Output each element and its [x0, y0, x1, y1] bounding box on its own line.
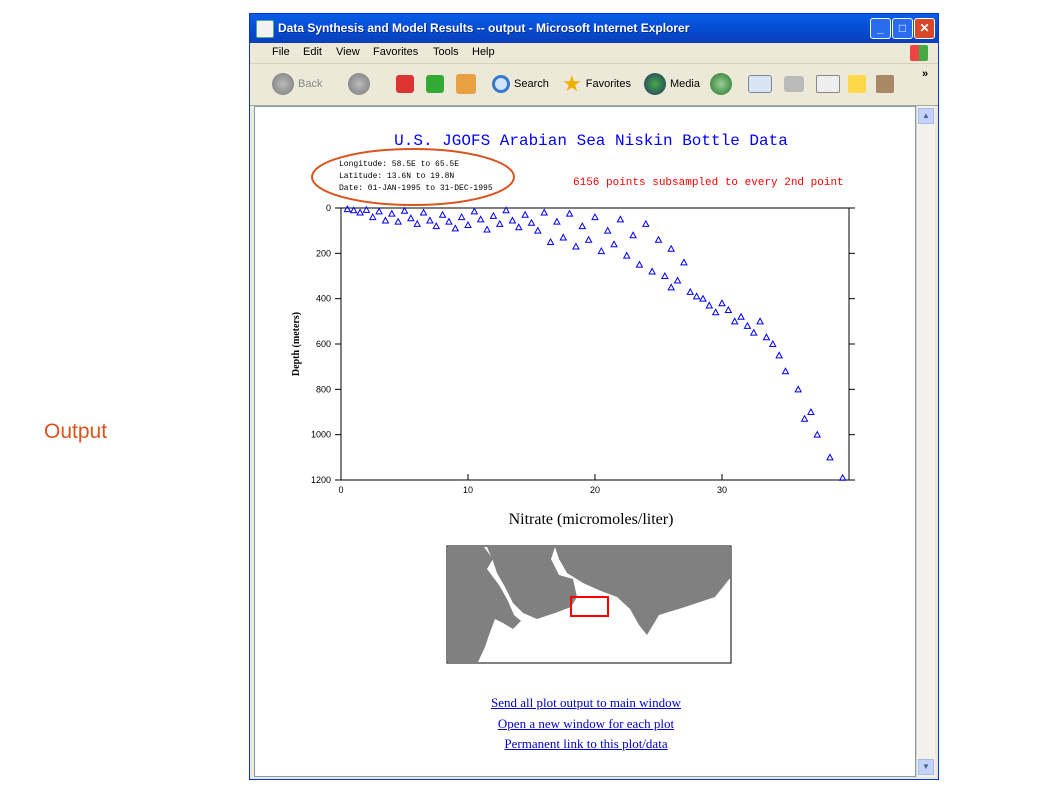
data-point	[402, 208, 408, 214]
permanent-link[interactable]: Permanent link to this plot/data	[504, 736, 668, 751]
search-button[interactable]	[492, 72, 549, 96]
x-tick-label: 0	[338, 485, 344, 495]
back-label: Back	[298, 78, 323, 90]
menu-edit[interactable]: Edit	[303, 46, 322, 58]
close-button[interactable]: ✕	[914, 18, 935, 39]
data-point	[395, 219, 401, 225]
x-axis-label: Nitrate (micromoles/liter)	[508, 511, 674, 528]
data-points	[344, 206, 845, 480]
y-axis-label: Depth (meters)	[291, 311, 302, 377]
data-point	[433, 223, 439, 229]
data-point	[656, 237, 662, 243]
scroll-down-arrow-icon[interactable]: ▼	[918, 759, 934, 775]
y-tick-label: 1000	[310, 429, 331, 440]
forward-button[interactable]	[348, 72, 374, 96]
menu-file[interactable]: File	[272, 46, 290, 58]
data-point	[713, 309, 719, 315]
menu-help[interactable]: Help	[472, 46, 495, 58]
star-icon: ★	[562, 71, 582, 96]
menu-view[interactable]: View	[336, 46, 360, 58]
stop-icon	[396, 75, 414, 93]
axes	[311, 203, 855, 495]
search-icon	[492, 75, 510, 93]
data-point	[802, 416, 808, 422]
data-point	[554, 219, 560, 225]
data-point	[725, 307, 731, 313]
data-point	[700, 296, 706, 302]
data-point	[427, 217, 433, 223]
mail-icon	[748, 75, 772, 93]
data-point	[840, 475, 846, 481]
data-point	[586, 237, 592, 243]
favorites-label: Favorites	[585, 78, 631, 90]
print-button[interactable]	[784, 72, 808, 96]
data-point	[357, 210, 363, 216]
data-point	[757, 318, 763, 324]
data-point	[605, 228, 611, 234]
plot-title: U.S. JGOFS Arabian Sea Niskin Bottle Data	[394, 132, 788, 150]
data-point	[649, 268, 655, 274]
x-tick-label: 10	[462, 485, 474, 495]
mail-button[interactable]	[748, 72, 776, 96]
data-point	[662, 273, 668, 279]
stop-button[interactable]	[396, 72, 418, 96]
data-point	[522, 212, 528, 218]
data-point	[643, 221, 649, 227]
browser-window	[249, 13, 939, 780]
data-point	[490, 213, 496, 219]
data-point	[579, 223, 585, 229]
info-date: Date: 01-JAN-1995 to 31-DEC-1995	[339, 184, 493, 193]
history-button[interactable]	[710, 72, 736, 96]
data-point	[630, 232, 636, 238]
data-point	[516, 224, 522, 230]
data-point	[408, 215, 414, 221]
data-point	[763, 334, 769, 340]
media-icon	[644, 73, 666, 95]
data-point	[770, 341, 776, 347]
y-tick-label: 200	[315, 248, 331, 259]
refresh-button[interactable]	[426, 72, 448, 96]
data-point	[414, 221, 420, 227]
plot-image	[255, 107, 917, 778]
y-tick-label: 400	[315, 293, 331, 304]
data-point	[636, 262, 642, 268]
window-title: Data Synthesis and Model Results -- output - Microsoft Internet Explorer	[278, 21, 690, 35]
data-point	[573, 244, 579, 250]
media-button[interactable]	[644, 72, 700, 96]
data-point	[808, 409, 814, 415]
forward-arrow-icon	[348, 73, 370, 95]
home-icon	[456, 74, 476, 94]
data-point	[694, 293, 700, 299]
data-point	[814, 432, 820, 438]
favorites-button[interactable]	[562, 72, 631, 96]
data-point	[592, 214, 598, 220]
data-point	[617, 216, 623, 222]
maximize-button[interactable]: □	[892, 18, 913, 39]
y-tick-label: 800	[315, 384, 331, 395]
data-point	[370, 214, 376, 220]
back-arrow-icon	[272, 73, 294, 95]
data-point	[478, 216, 484, 222]
data-point	[706, 302, 712, 308]
toolbar-overflow-chevron[interactable]: »	[922, 68, 929, 80]
data-point	[675, 278, 681, 284]
data-point	[776, 352, 782, 358]
send-output-main-window-link[interactable]: Send all plot output to main window	[491, 695, 681, 710]
data-point	[751, 330, 757, 336]
data-point	[668, 284, 674, 290]
data-point	[738, 314, 744, 320]
data-point	[560, 234, 566, 239]
plot-frame	[341, 208, 849, 480]
data-point	[382, 217, 388, 223]
discuss-button[interactable]	[848, 72, 870, 96]
note-icon	[848, 75, 866, 93]
data-point	[535, 228, 541, 234]
data-point	[744, 323, 750, 329]
data-point	[732, 318, 738, 324]
menu-tools[interactable]: Tools	[433, 46, 459, 58]
data-point	[459, 214, 465, 220]
data-point	[529, 220, 535, 226]
data-point	[465, 222, 471, 228]
subsample-note: 6156 points subsampled to every 2nd point	[573, 177, 844, 189]
data-point	[611, 241, 617, 247]
data-point	[446, 219, 452, 225]
edit-page-icon	[816, 75, 840, 93]
slide-label: Output	[44, 420, 108, 443]
data-point	[344, 206, 350, 212]
data-point	[440, 212, 446, 218]
data-point	[598, 248, 604, 254]
data-point	[719, 300, 725, 306]
minimize-button[interactable]: _	[870, 18, 891, 39]
open-new-window-link[interactable]: Open a new window for each plot	[497, 715, 675, 731]
data-point	[509, 217, 515, 223]
info-longitude: Longitude: 58.5E to 65.5E	[339, 160, 460, 169]
data-point	[389, 211, 395, 217]
page-content	[254, 106, 916, 777]
plot-links	[255, 693, 917, 755]
menu-favorites[interactable]: Favorites	[373, 46, 419, 58]
data-point	[376, 208, 382, 214]
y-tick-label: 600	[315, 339, 331, 349]
toolbar	[250, 64, 938, 106]
inset-map	[447, 546, 731, 663]
data-point	[668, 246, 674, 252]
info-latitude: Latitude: 13.6N to 19.8N	[339, 172, 455, 181]
data-point	[541, 210, 547, 216]
printer-icon	[784, 76, 804, 92]
back-button[interactable]	[272, 72, 322, 96]
refresh-icon	[426, 75, 444, 93]
search-label: Search	[514, 78, 549, 90]
data-point	[624, 253, 630, 259]
data-point	[484, 227, 490, 233]
home-button[interactable]	[456, 72, 480, 96]
data-point	[452, 225, 458, 231]
ie-page-icon	[256, 20, 274, 38]
data-point	[681, 259, 687, 265]
y-tick-label: 0	[325, 203, 331, 213]
data-point	[687, 289, 693, 295]
data-point	[567, 211, 573, 217]
data-point	[795, 386, 801, 392]
data-point	[548, 239, 554, 245]
x-tick-label: 20	[589, 485, 601, 495]
history-icon	[710, 73, 732, 95]
menu-bar	[250, 43, 938, 64]
y-tick-label: 1200	[310, 475, 331, 485]
data-point	[827, 454, 833, 460]
data-point	[497, 221, 503, 227]
research-book-icon	[876, 75, 894, 93]
title-bar[interactable]	[250, 14, 938, 43]
edit-button[interactable]	[816, 72, 844, 96]
research-button[interactable]	[876, 72, 898, 96]
data-point	[783, 368, 789, 374]
data-point	[471, 208, 477, 214]
media-label: Media	[670, 78, 700, 90]
scroll-up-arrow-icon[interactable]: ▲	[918, 108, 934, 124]
data-point	[421, 210, 427, 216]
windows-logo-icon	[910, 45, 928, 61]
x-tick-label: 30	[716, 485, 728, 495]
vertical-scrollbar[interactable]	[916, 106, 935, 777]
